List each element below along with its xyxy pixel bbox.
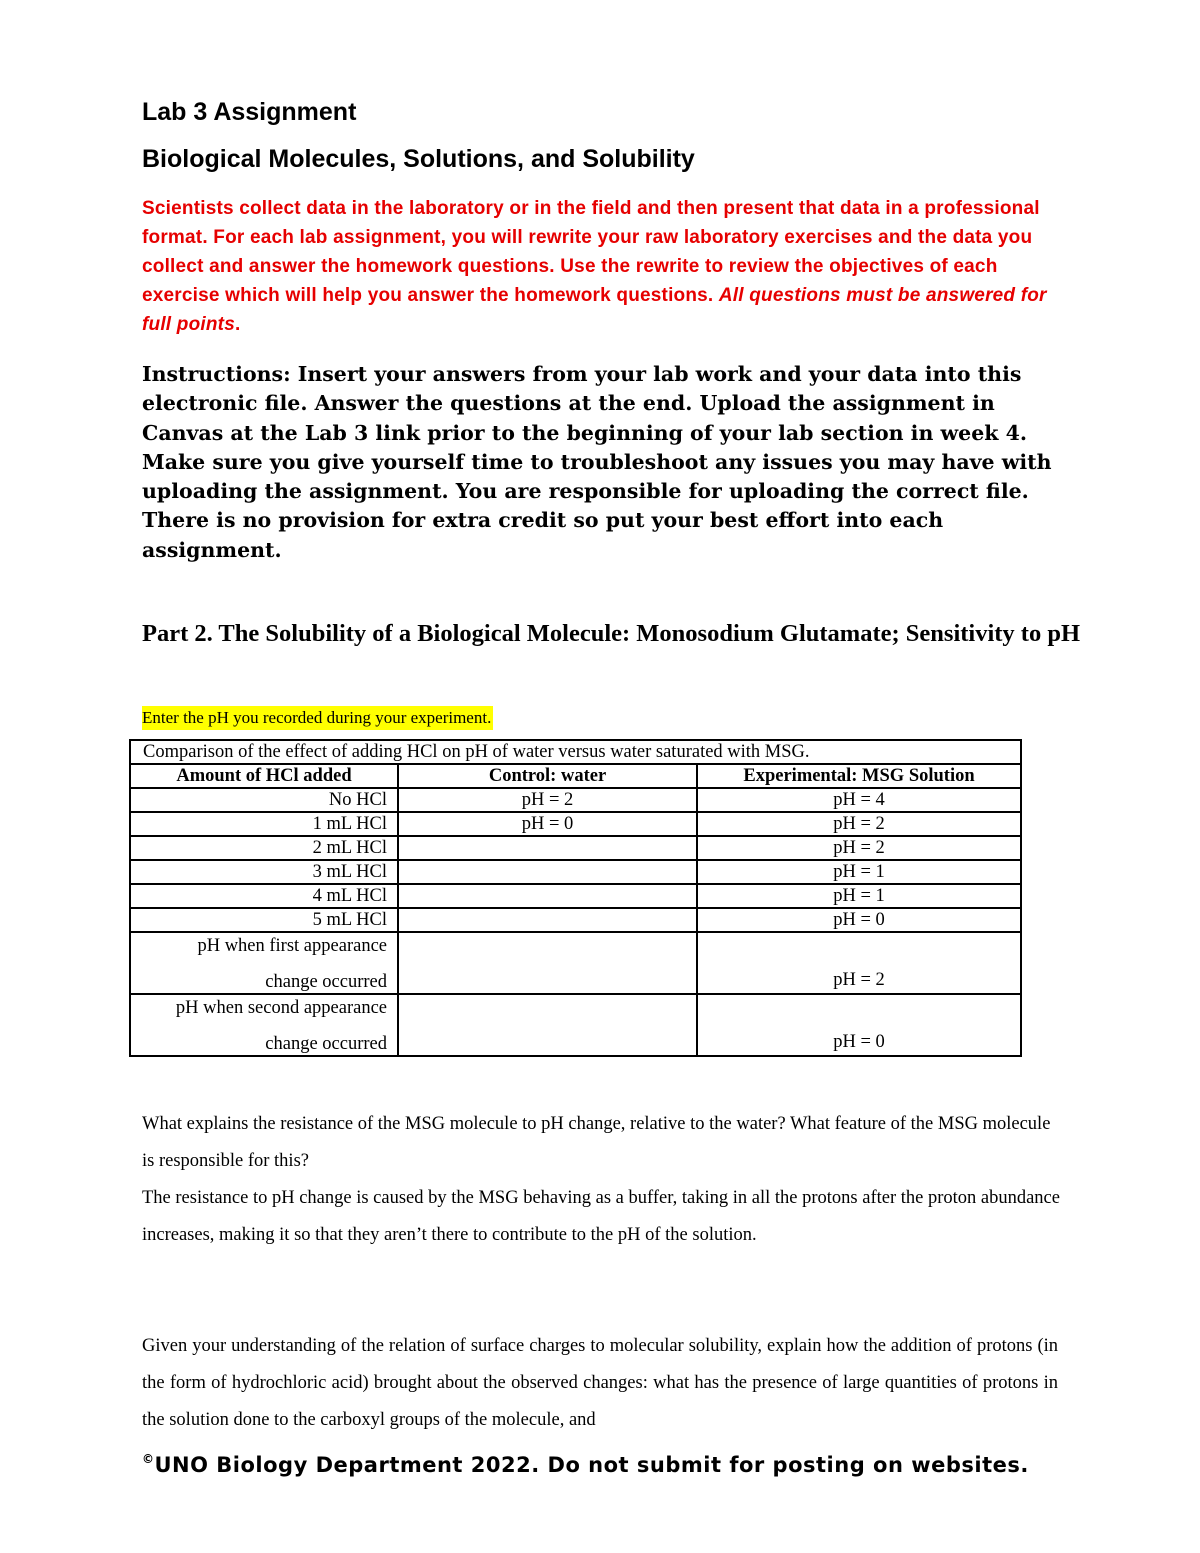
- header-amount: Amount of HCl added: [130, 764, 398, 788]
- instructions-paragraph: Instructions: Insert your answers from your lab work and your data into this electronic file. Answer the questions at the end. Upload the assignment in Canvas at the Lab 3 link prior to the beginning of your lab section in week 4. Make sure you give yourself time to troubleshoot any issues you may have with uploading the assignment. You are responsible for uploading the correct file. There is no provision for extra credit so put your best effort into each assignment.: [142, 362, 1052, 562]
- second-change-label-line1: pH when second appearance: [175, 998, 387, 1018]
- control-value[interactable]: pH = 0: [398, 812, 697, 836]
- first-change-control[interactable]: [398, 932, 697, 994]
- copyright-symbol: ©: [142, 1452, 155, 1466]
- question-2: Given your understanding of the relation of surface charges to molecular solubility, explain how the addition of protons (in the form of hydrochloric acid) brought about the observed changes: what has the presence of large quantities of protons in the solution done to the carboxyl groups of the molecule, and: [142, 1336, 1058, 1430]
- header-experimental: Experimental: MSG Solution: [697, 764, 1021, 788]
- intro-text: Scientists collect data in the laboratory or in the field and then present that data in a professional format. For each lab assignment, you will rewrite your raw laboratory exercises and the data you collect and answer the homework questions. Use the rewrite to review the objectives of each exercise which will help you answer the homework questions.: [142, 198, 1040, 306]
- first-change-label-line2: change occurred: [265, 972, 387, 992]
- second-change-experimental[interactable]: pH = 0: [697, 994, 1021, 1056]
- table-header-row: [130, 764, 1021, 788]
- table-row: [130, 884, 1021, 908]
- second-change-label-line2: change occurred: [265, 1034, 387, 1054]
- control-value[interactable]: [398, 908, 697, 932]
- control-value[interactable]: pH = 2: [398, 788, 697, 812]
- document-subtitle: Biological Molecules, Solutions, and Solubility: [142, 145, 695, 173]
- first-change-label: [130, 932, 398, 994]
- experimental-value[interactable]: pH = 2: [697, 812, 1021, 836]
- document-title: Lab 3 Assignment: [142, 98, 357, 126]
- table-row: [130, 812, 1021, 836]
- part-heading: Part 2. The Solubility of a Biological Molecule: Monosodium Glutamate; Sensitivity to pH: [142, 620, 1081, 647]
- second-change-row: [130, 994, 1021, 1056]
- first-change-label-line1: pH when first appearance: [197, 936, 387, 956]
- row-label: 1 mL HCl: [130, 812, 398, 836]
- question-1: What explains the resistance of the MSG molecule to pH change, relative to the water? What feature of the MSG molecule is responsible for this?: [142, 1114, 1051, 1171]
- experimental-value[interactable]: pH = 1: [697, 884, 1021, 908]
- highlighted-note: Enter the pH you recorded during your experiment.: [142, 706, 493, 730]
- table-row: [130, 908, 1021, 932]
- control-value[interactable]: [398, 860, 697, 884]
- row-label: 3 mL HCl: [130, 860, 398, 884]
- intro-emphasis: All questions must be answered for full points: [142, 285, 1047, 335]
- first-change-row: [130, 932, 1021, 994]
- footer-text: UNO Biology Department 2022. Do not submit for posting on websites.: [154, 1453, 1029, 1477]
- experimental-value[interactable]: pH = 1: [697, 860, 1021, 884]
- row-label: No HCl: [130, 788, 398, 812]
- control-value[interactable]: [398, 836, 697, 860]
- row-label: 2 mL HCl: [130, 836, 398, 860]
- copyright-footer: [142, 1452, 1029, 1477]
- control-value[interactable]: [398, 884, 697, 908]
- second-change-control[interactable]: [398, 994, 697, 1056]
- intro-end: .: [234, 314, 241, 335]
- table-caption: Comparison of the effect of adding HCl on pH of water versus water saturated with MSG.: [130, 740, 1021, 764]
- table-row: [130, 836, 1021, 860]
- row-label: 4 mL HCl: [130, 884, 398, 908]
- experimental-value[interactable]: pH = 4: [697, 788, 1021, 812]
- experimental-value[interactable]: pH = 2: [697, 836, 1021, 860]
- experimental-value[interactable]: pH = 0: [697, 908, 1021, 932]
- table-row: [130, 860, 1021, 884]
- row-label: 5 mL HCl: [130, 908, 398, 932]
- ph-data-table: [129, 739, 1022, 1057]
- answer-1[interactable]: The resistance to pH change is caused by the MSG behaving as a buffer, taking in all the protons after the proton abundance increases, making it so that they aren’t there to contribute to the pH of the solution.: [142, 1188, 1060, 1245]
- header-control: Control: water: [398, 764, 697, 788]
- second-change-label: [130, 994, 398, 1056]
- intro-paragraph: [142, 194, 1062, 339]
- table-row: [130, 788, 1021, 812]
- first-change-experimental[interactable]: pH = 2: [697, 932, 1021, 994]
- table-caption-row: [130, 740, 1021, 764]
